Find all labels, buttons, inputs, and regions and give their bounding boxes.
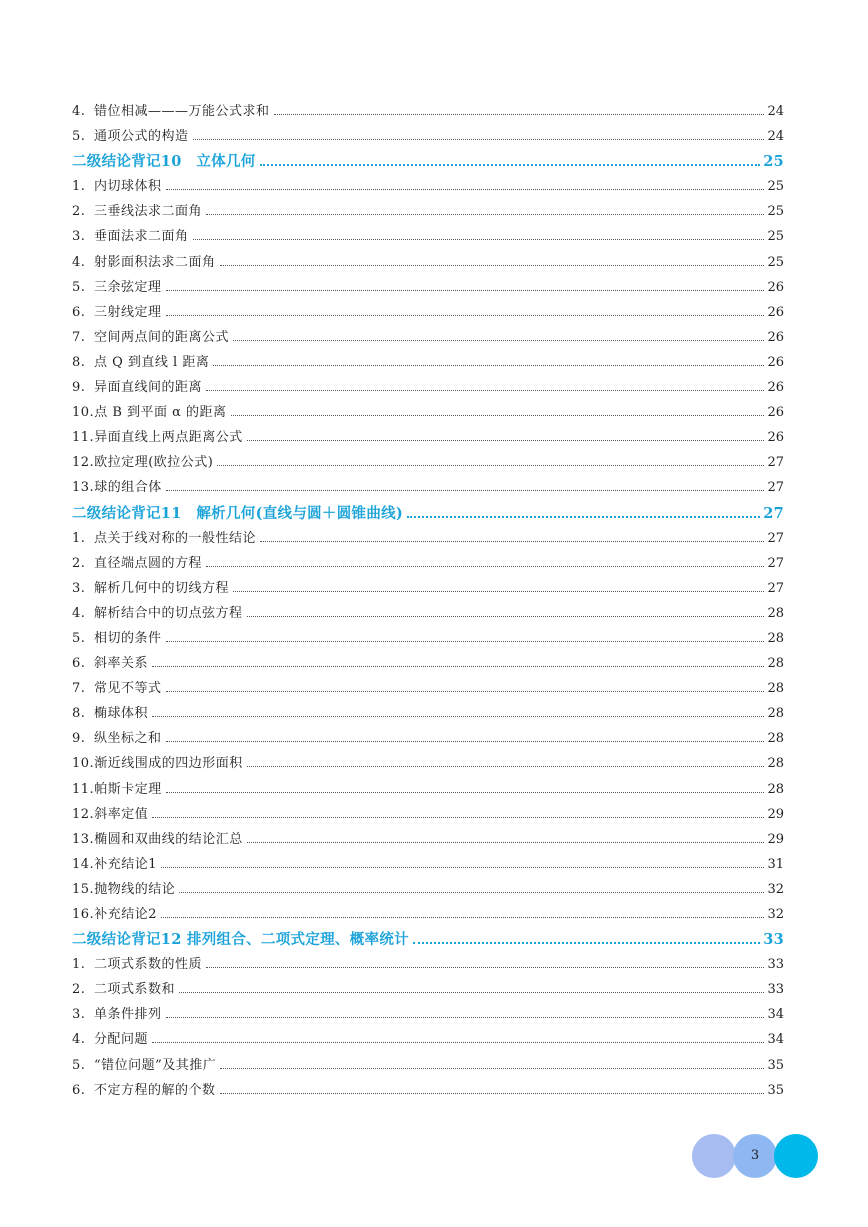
toc-entry-title (72, 878, 175, 897)
toc-entry-text: 相切的条件 (94, 630, 162, 646)
toc-entry-number: 2. (72, 204, 86, 220)
toc-entry-number: 13. (72, 480, 95, 496)
toc-entry-text: 解析结合中的切点弦方程 (94, 605, 243, 621)
toc-section-heading[interactable] (72, 150, 784, 175)
toc-page-number: 28 (767, 656, 784, 672)
toc-entry-text: 空间两点间的距离公式 (94, 329, 230, 345)
toc-entry-title (72, 677, 162, 696)
toc-entry[interactable] (72, 1079, 784, 1104)
dot-leader (166, 289, 765, 291)
toc-entry-text: 三垂线法求二面角 (94, 204, 203, 220)
toc-entry[interactable] (72, 752, 784, 777)
toc-entry[interactable] (72, 351, 784, 376)
toc-page-number: 33 (767, 957, 784, 973)
toc-entry-text: 垂面法求二面角 (94, 229, 189, 245)
toc-page-number: 29 (767, 806, 784, 822)
toc-entry-number: 15. (72, 881, 95, 897)
toc-entry[interactable] (72, 853, 784, 878)
dot-leader (166, 188, 765, 190)
toc-entry-number: 5. (72, 630, 86, 646)
dot-leader (233, 590, 764, 592)
toc-entry[interactable] (72, 251, 784, 276)
toc-entry-title (72, 401, 227, 420)
toc-entry-number: 2. (72, 555, 86, 571)
toc-page-number: 25 (767, 229, 784, 245)
page-footer (692, 1134, 818, 1180)
dot-leader (179, 991, 764, 993)
toc-page-number: 29 (767, 831, 784, 847)
toc-entry-title (72, 527, 256, 546)
toc-entry-text: 纵坐标之和 (94, 731, 162, 747)
toc-entry-title (72, 276, 162, 295)
toc-page-number: 33 (767, 982, 784, 998)
toc-entry-title (72, 702, 148, 721)
toc-page-number: 27 (767, 480, 784, 496)
toc-entry-title (72, 928, 409, 949)
toc-entry-text: 常见不等式 (94, 681, 162, 697)
dot-leader (193, 138, 765, 140)
toc-entry[interactable] (72, 677, 784, 702)
dot-leader (166, 791, 765, 793)
toc-entry-title (72, 476, 162, 495)
toc-entry-number: 1. (72, 530, 86, 546)
toc-entry-title (72, 803, 148, 822)
toc-entry-title (72, 602, 243, 621)
dot-leader (152, 1041, 764, 1043)
toc-entry-title (72, 200, 202, 219)
toc-page-number: 28 (767, 681, 784, 697)
dot-leader (161, 866, 764, 868)
toc-entry-title (72, 1079, 216, 1098)
toc-entry-title (72, 828, 243, 847)
toc-page-number: 27 (767, 580, 784, 596)
toc-entry-title (72, 451, 213, 470)
toc-entry-title (72, 577, 229, 596)
toc-entry[interactable] (72, 577, 784, 602)
toc-section-heading[interactable] (72, 502, 784, 527)
dot-leader (166, 740, 765, 742)
toc-entry-text: 椭球体积 (94, 706, 149, 722)
toc-entry-title (72, 978, 175, 997)
toc-entry-title (72, 351, 209, 370)
toc-entry-title (72, 376, 202, 395)
toc-page-number: 25 (763, 153, 784, 171)
dot-leader (206, 389, 764, 391)
toc-entry-text: “错位问题”及其推广 (94, 1057, 217, 1073)
toc-entry-number: 9. (72, 380, 86, 396)
toc-entry-title (72, 175, 162, 194)
toc-entry-title (72, 426, 243, 445)
toc-page-number: 25 (767, 204, 784, 220)
dot-leader (166, 314, 765, 316)
toc-entry-text: 斜率定值 (94, 806, 149, 822)
decorative-circle-left (692, 1134, 736, 1178)
toc-entry-title (72, 125, 189, 144)
toc-entry-text: 直径端点圆的方程 (94, 555, 203, 571)
toc-entry[interactable] (72, 828, 784, 853)
toc-page-number: 27 (767, 455, 784, 471)
toc-entry[interactable] (72, 376, 784, 401)
toc-entry[interactable] (72, 125, 784, 150)
toc-entry-text: 射影面积法求二面角 (94, 254, 216, 270)
toc-entry-title (72, 853, 157, 872)
toc-entry-text: 二级结论背记11 解析几何(直线与圆＋圆锥曲线) (72, 504, 404, 522)
dot-leader (193, 238, 765, 240)
toc-entry-text: 二级结论背记12 排列组合、二项式定理、概率统计 (72, 931, 409, 949)
toc-entry-text: 内切球体积 (94, 179, 162, 195)
toc-entry-title (72, 100, 270, 119)
toc-page-number: 28 (767, 731, 784, 747)
toc-page-number: 32 (767, 881, 784, 897)
toc-entry-text: 抛物线的结论 (94, 881, 176, 897)
dot-leader (407, 515, 760, 518)
toc-entry-title (72, 301, 162, 320)
toc-page-number: 25 (767, 254, 784, 270)
toc-page-number: 33 (763, 931, 784, 949)
dot-leader (247, 615, 765, 617)
toc-entry[interactable] (72, 301, 784, 326)
toc-entry-text: 解析几何中的切线方程 (94, 580, 230, 596)
toc-entry[interactable] (72, 727, 784, 752)
toc-entry-number: 11. (72, 430, 95, 446)
toc-entry-number: 9. (72, 731, 86, 747)
toc-entry[interactable] (72, 878, 784, 903)
toc-entry-number: 2. (72, 982, 86, 998)
toc-entry-number: 5. (72, 279, 86, 295)
toc-entry-number: 13. (72, 831, 95, 847)
toc-entry-number: 4. (72, 1032, 86, 1048)
decorative-circle-right (774, 1134, 818, 1178)
toc-entry[interactable] (72, 652, 784, 677)
dot-leader (217, 464, 764, 466)
dot-leader (220, 1092, 765, 1094)
toc-entry-text: 渐近线围成的四边形面积 (94, 756, 243, 772)
toc-entry[interactable] (72, 778, 784, 803)
toc-entry-number: 3. (72, 229, 86, 245)
toc-entry-title (72, 727, 162, 746)
toc-entry-number: 5. (72, 129, 86, 145)
toc-entry[interactable] (72, 953, 784, 978)
dot-leader (274, 113, 765, 115)
toc-entry[interactable] (72, 702, 784, 727)
dot-leader (220, 264, 765, 266)
toc-entry-text: 三余弦定理 (94, 279, 162, 295)
toc-entry[interactable] (72, 326, 784, 351)
toc-entry-number: 3. (72, 580, 86, 596)
toc-page-number: 26 (767, 304, 784, 320)
toc-entry-title (72, 150, 256, 171)
toc-entry-number: 14. (72, 856, 95, 872)
toc-page-number: 28 (767, 605, 784, 621)
toc-entry-text: 斜率关系 (94, 656, 149, 672)
toc-entry[interactable] (72, 803, 784, 828)
toc-entry-title (72, 627, 162, 646)
toc-entry-number: 1. (72, 957, 86, 973)
toc-page-number: 24 (767, 129, 784, 145)
toc-entry-text: 异面直线间的距离 (94, 380, 203, 396)
dot-leader (233, 339, 764, 341)
toc-entry-number: 10. (72, 405, 95, 421)
toc-entry-text: 补充结论2 (94, 907, 157, 922)
toc-entry-number: 7. (72, 681, 86, 697)
dot-leader (206, 565, 764, 567)
toc-entry-number: 12. (72, 455, 95, 471)
dot-leader (247, 439, 765, 441)
toc-entry[interactable] (72, 552, 784, 577)
toc-entry-number: 11. (72, 781, 95, 797)
toc-entry-text: 点 Q 到直线 l 距离 (94, 354, 210, 370)
page-number: 3 (750, 1148, 760, 1163)
toc-page-number: 27 (767, 530, 784, 546)
dot-leader (247, 841, 765, 843)
toc-entry-number: 4. (72, 605, 86, 621)
toc-entry-title (72, 1003, 162, 1022)
toc-entry-text: 补充结论1 (94, 856, 157, 872)
dot-leader (166, 1016, 765, 1018)
dot-leader (161, 916, 764, 918)
toc-entry-text: 三射线定理 (94, 304, 162, 320)
toc-entry[interactable] (72, 527, 784, 552)
toc-entry-text: 错位相减———万能公式求和 (94, 104, 270, 119)
toc-entry-number: 16. (72, 907, 95, 922)
toc-entry[interactable] (72, 401, 784, 426)
toc-entry-number: 3. (72, 1007, 86, 1023)
table-of-contents (72, 100, 784, 1104)
toc-entry[interactable] (72, 200, 784, 225)
toc-entry-title (72, 251, 216, 270)
toc-page-number: 27 (767, 555, 784, 571)
toc-entry-number: 8. (72, 706, 86, 722)
toc-page-number: 26 (767, 430, 784, 446)
toc-entry-text: 欧拉定理(欧拉公式) (94, 455, 214, 471)
dot-leader (206, 213, 764, 215)
toc-entry-text: 分配问题 (94, 1032, 149, 1048)
toc-entry-title (72, 752, 243, 771)
toc-entry-title (72, 225, 189, 244)
toc-entry-text: 通项公式的构造 (94, 129, 189, 145)
toc-entry[interactable] (72, 903, 784, 928)
dot-leader (260, 163, 761, 166)
toc-page-number: 35 (767, 1082, 784, 1098)
dot-leader (166, 640, 765, 642)
dot-leader (206, 966, 764, 968)
toc-page-number: 27 (763, 504, 784, 522)
toc-page-number: 28 (767, 781, 784, 797)
toc-entry[interactable] (72, 225, 784, 250)
toc-entry-text: 椭圆和双曲线的结论汇总 (94, 831, 243, 847)
dot-leader (179, 891, 764, 893)
toc-page-number: 32 (767, 907, 784, 922)
dot-leader (152, 816, 764, 818)
toc-page-number: 28 (767, 756, 784, 772)
toc-entry-text: 异面直线上两点距离公式 (94, 430, 243, 446)
toc-entry-text: 点 B 到平面 α 的距离 (94, 405, 227, 421)
toc-page-number: 35 (767, 1057, 784, 1073)
toc-entry[interactable] (72, 426, 784, 451)
dot-leader (166, 489, 765, 491)
toc-entry-text: 点关于线对称的一般性结论 (94, 530, 257, 546)
dot-leader (247, 765, 765, 767)
toc-entry[interactable] (72, 100, 784, 125)
toc-entry[interactable] (72, 451, 784, 476)
toc-entry[interactable] (72, 476, 784, 501)
toc-entry-number: 10. (72, 756, 95, 772)
toc-entry-number: 4. (72, 104, 86, 119)
toc-entry[interactable] (72, 978, 784, 1003)
toc-entry-title (72, 903, 157, 922)
toc-entry[interactable] (72, 627, 784, 652)
toc-entry-number: 5. (72, 1057, 86, 1073)
toc-entry-number: 4. (72, 254, 86, 270)
toc-entry-title (72, 652, 148, 671)
dot-leader (152, 665, 764, 667)
toc-entry[interactable] (72, 1054, 784, 1079)
dot-leader (413, 941, 760, 944)
toc-page-number: 28 (767, 630, 784, 646)
toc-page-number: 34 (767, 1007, 784, 1023)
toc-entry-title (72, 778, 162, 797)
toc-page-number: 26 (767, 405, 784, 421)
toc-entry-text: 不定方程的解的个数 (94, 1082, 216, 1098)
dot-leader (213, 364, 764, 366)
toc-entry-title (72, 953, 202, 972)
toc-entry-title (72, 552, 202, 571)
toc-page-number: 26 (767, 329, 784, 345)
toc-section-heading[interactable] (72, 928, 784, 953)
toc-entry-text: 球的组合体 (94, 480, 162, 496)
dot-leader (231, 414, 765, 416)
toc-page-number: 31 (767, 856, 784, 872)
toc-entry-text: 单条件排列 (94, 1007, 162, 1023)
toc-page-number: 24 (767, 104, 784, 119)
dot-leader (220, 1067, 764, 1069)
toc-entry-text: 二项式系数和 (94, 982, 176, 998)
toc-entry-number: 7. (72, 329, 86, 345)
toc-entry-number: 12. (72, 806, 95, 822)
toc-entry-text: 二级结论背记10 立体几何 (72, 153, 256, 171)
toc-entry-title (72, 326, 229, 345)
toc-entry-text: 二项式系数的性质 (94, 957, 203, 973)
toc-entry-number: 1. (72, 179, 86, 195)
toc-page-number: 28 (767, 706, 784, 722)
toc-entry-text: 帕斯卡定理 (94, 781, 162, 797)
toc-page-number: 26 (767, 279, 784, 295)
toc-entry[interactable] (72, 1003, 784, 1028)
toc-entry[interactable] (72, 602, 784, 627)
toc-entry[interactable] (72, 276, 784, 301)
toc-entry-number: 6. (72, 304, 86, 320)
toc-entry[interactable] (72, 175, 784, 200)
toc-page-number: 25 (767, 179, 784, 195)
dot-leader (152, 715, 764, 717)
toc-page-number: 26 (767, 380, 784, 396)
toc-entry-title (72, 1028, 148, 1047)
toc-entry[interactable] (72, 1028, 784, 1053)
toc-page-number: 26 (767, 354, 784, 370)
dot-leader (166, 690, 765, 692)
toc-page-number: 34 (767, 1032, 784, 1048)
toc-entry-number: 8. (72, 354, 86, 370)
dot-leader (260, 540, 764, 542)
toc-entry-number: 6. (72, 656, 86, 672)
toc-entry-number: 6. (72, 1082, 86, 1098)
toc-entry-title (72, 502, 403, 523)
toc-entry-title (72, 1054, 216, 1073)
